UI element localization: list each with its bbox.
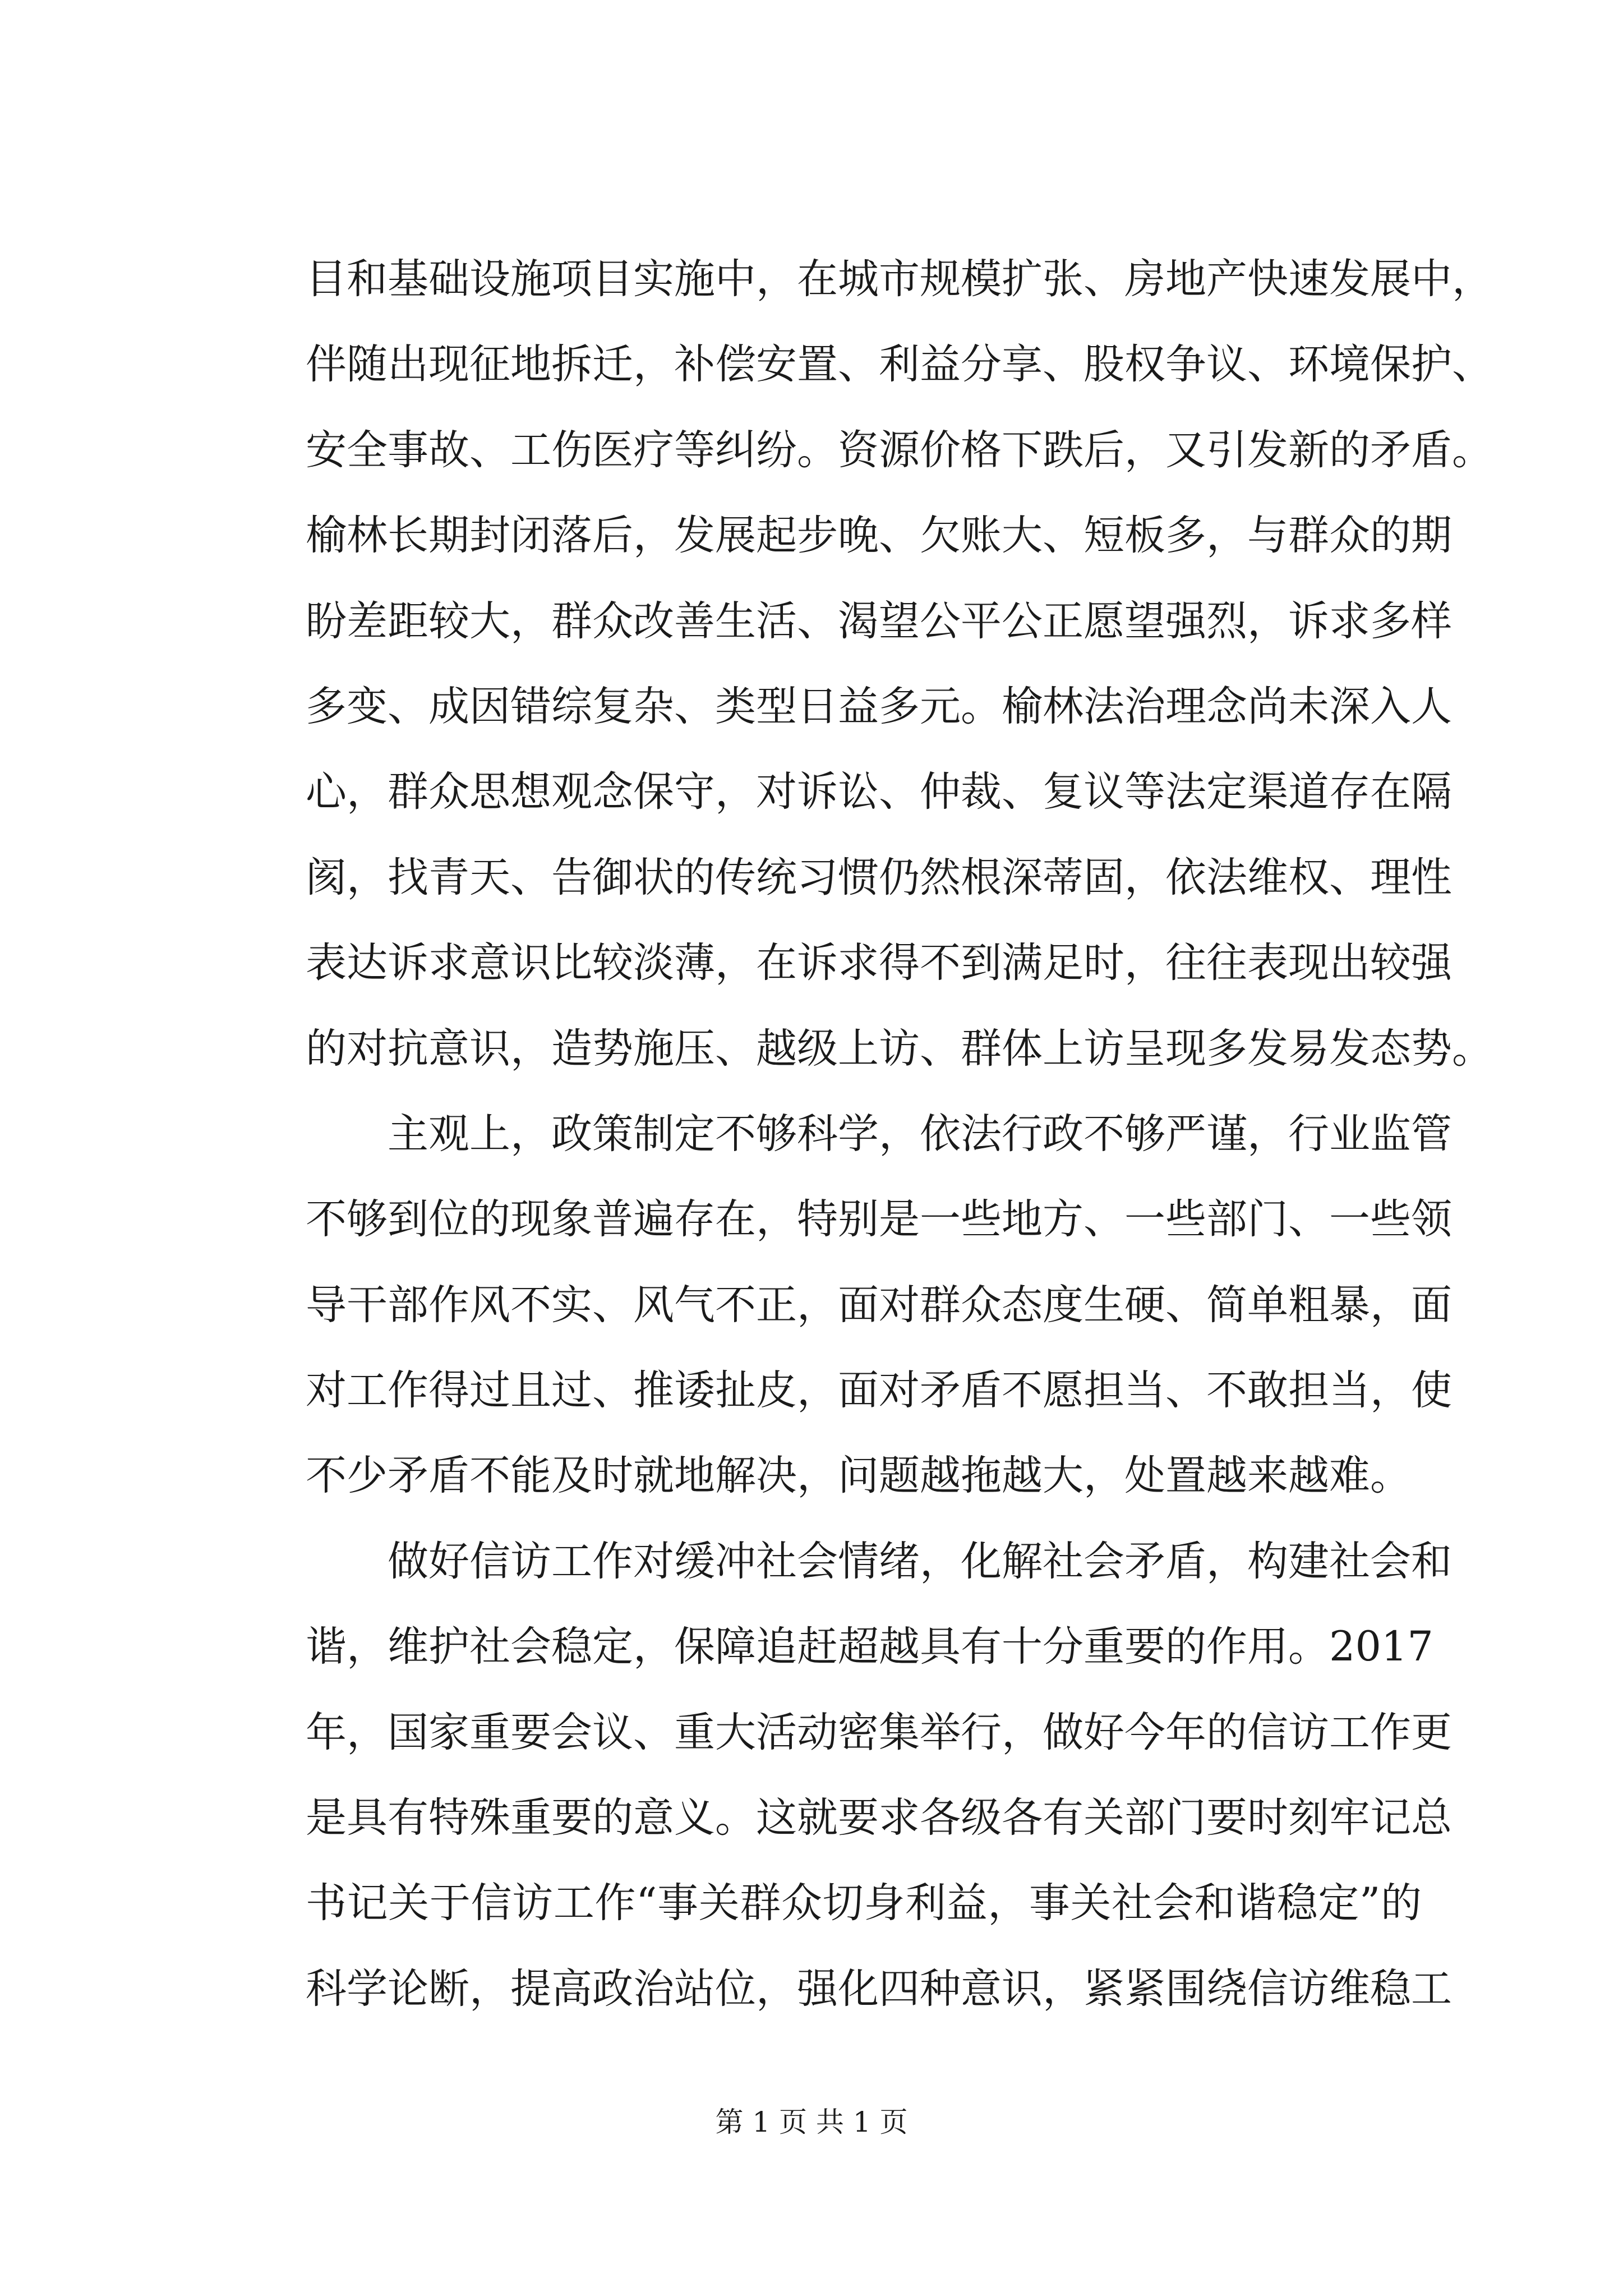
text-line: 不少矛盾不能及时就地解决，问题越拖越大，处置越来越难。 <box>306 1452 1411 1500</box>
text-line: 目和基础设施项目实施中，在城市规模扩张、房地产快速发展中， <box>306 255 1493 303</box>
document-body <box>306 237 1493 2032</box>
text-line: 安全事故、工伤医疗等纠纷。资源价格下跌后，又引发新的矛盾。 <box>306 426 1493 474</box>
page-footer: 第 1 页 共 1 页 <box>715 2106 908 2138</box>
text-line: 榆林长期封闭落后，发展起步晚、欠账大、短板多，与群众的期 <box>306 512 1452 560</box>
text-line: 伴随出现征地拆迁，补偿安置、利益分享、股权争议、环境保护、 <box>306 341 1493 389</box>
text-line: 书记关于信访工作“事关群众切身利益，事关社会和谐稳定”的 <box>306 1879 1422 1927</box>
text-line: 多变、成因错综复杂、类型日益多元。榆林法治理念尚未深入人 <box>306 682 1452 730</box>
text-line: 对工作得过且过、推诿扯皮，面对矛盾不愿担当、不敢担当，使 <box>306 1366 1452 1415</box>
text-line: 不够到位的现象普遍存在，特别是一些地方、一些部门、一些领 <box>306 1195 1452 1244</box>
text-line: 谐，维护社会稳定，保障追赶超越具有十分重要的作用。2017 <box>306 1623 1433 1671</box>
text-line: 表达诉求意识比较淡薄，在诉求得不到满足时，往往表现出较强 <box>306 939 1452 987</box>
text-line: 做好信访工作对缓冲社会情绪，化解社会矛盾，构建社会和 <box>388 1537 1452 1585</box>
text-line: 科学论断，提高政治站位，强化四种意识，紧紧围绕信访维稳工 <box>306 1964 1452 2013</box>
text-line: 导干部作风不实、风气不正，面对群众态度生硬、简单粗暴，面 <box>306 1281 1452 1329</box>
text-line: 阂，找青天、告御状的传统习惯仍然根深蒂固，依法维权、理性 <box>306 853 1452 901</box>
text-line: 年，国家重要会议、重大活动密集举行，做好今年的信访工作更 <box>306 1708 1452 1756</box>
text-line: 心，群众思想观念保守，对诉讼、仲裁、复议等法定渠道存在隔 <box>306 768 1452 816</box>
text-line: 的对抗意识，造势施压、越级上访、群体上访呈现多发易发态势。 <box>306 1024 1493 1073</box>
text-line: 是具有特殊重要的意义。这就要求各级各有关部门要时刻牢记总 <box>306 1794 1452 1842</box>
text-line: 盼差距较大，群众改善生活、渴望公平公正愿望强烈，诉求多样 <box>306 597 1452 645</box>
text-line: 主观上，政策制定不够科学，依法行政不够严谨，行业监管 <box>388 1110 1452 1158</box>
